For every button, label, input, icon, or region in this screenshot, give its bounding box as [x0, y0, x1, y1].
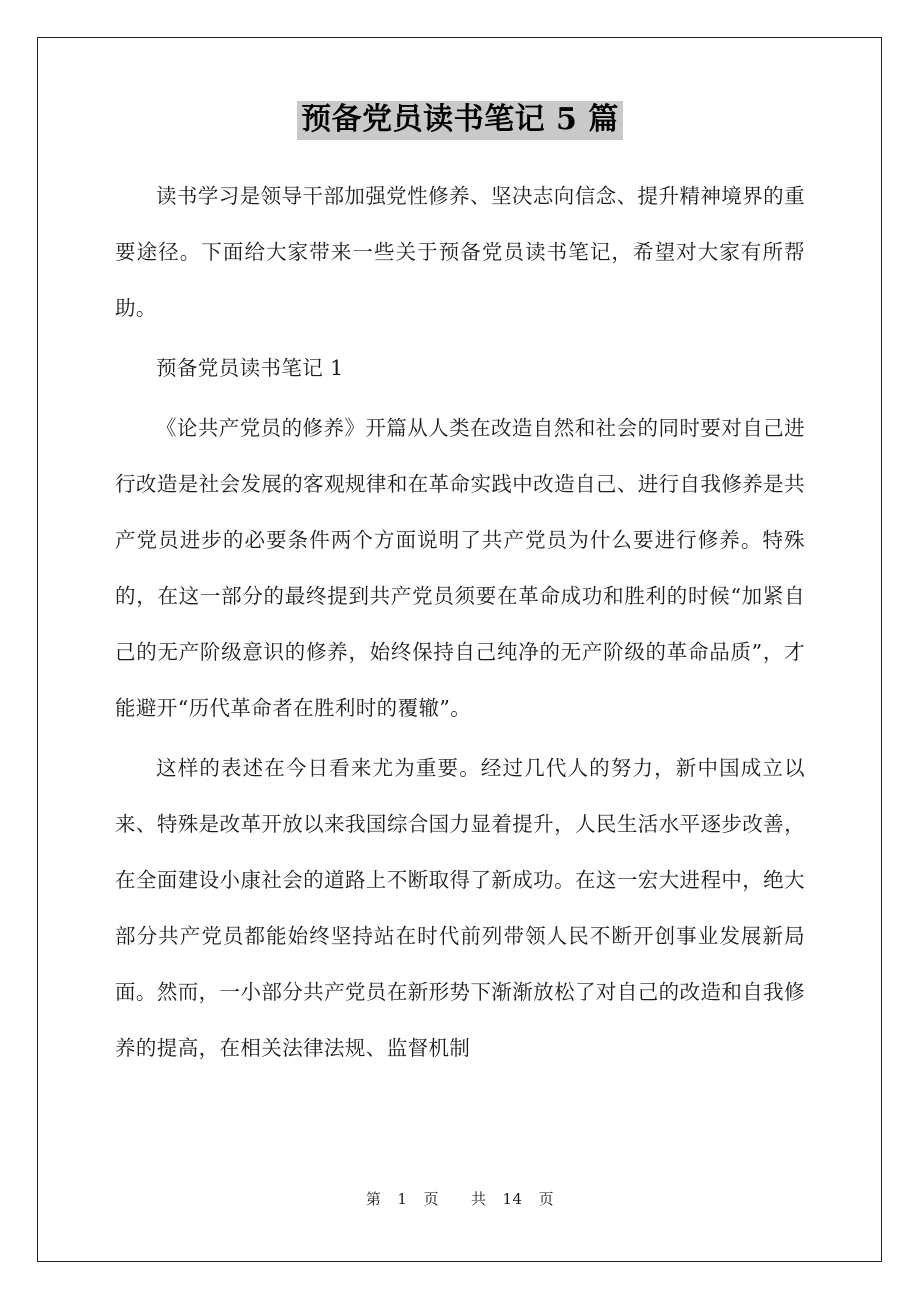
footer-total-number: 14: [502, 1190, 523, 1208]
footer-total-suffix: 页: [538, 1190, 555, 1208]
footer-current-suffix: 页: [423, 1190, 439, 1208]
footer-total-prefix: 共: [470, 1190, 487, 1208]
page-title-highlight: 预备党员读书笔记 5 篇: [297, 101, 623, 140]
page-footer: [0, 1188, 920, 1209]
subheading-note-1: 预备党员读书笔记 1: [156, 356, 344, 380]
paragraph-intro: 读书学习是领导干部加强党性修养、坚决志向信念、提升精神境界的重要途径。下面给大家带来一些关于预备党员读书笔记，希望对大家有所帮助。: [115, 184, 805, 320]
footer-current-prefix: 第: [365, 1190, 382, 1208]
page-title: [115, 100, 805, 140]
document-content: [115, 100, 805, 1080]
paragraph-body-1: 《论共产党员的修养》开篇从人类在改造自然和社会的同时要对自己进行改造是社会发展的客观规律和在革命实践中改造自己、进行自我修养是共产党员进步的必要条件两个方面说明了共产党员为什么要进行修养。特殊的，在这一部分的最终提到共产党员须要在革命成功和胜利的时候“加紧自己的无产阶级意识的修养，始终保持自己纯净的无产阶级的革命品质”，才能避开“历代革命者在胜利时的覆辙”。: [115, 416, 805, 720]
paragraph-body-2: 这样的表述在今日看来尤为重要。经过几代人的努力，新中国成立以来、特殊是改革开放以来我国综合国力显着提升，人民生活水平逐步改善，在全面建设小康社会的道路上不断取得了新成功。在这一宏大进程中，绝大部分共产党员都能始终坚持站在时代前列带领人民不断开创事业发展新局面。然而，一小部分共产党员在新形势下渐渐放松了对自己的改造和自我修养的提高，在相关法律法规、监督机制: [115, 756, 805, 1060]
footer-current-number: 1: [397, 1190, 408, 1208]
